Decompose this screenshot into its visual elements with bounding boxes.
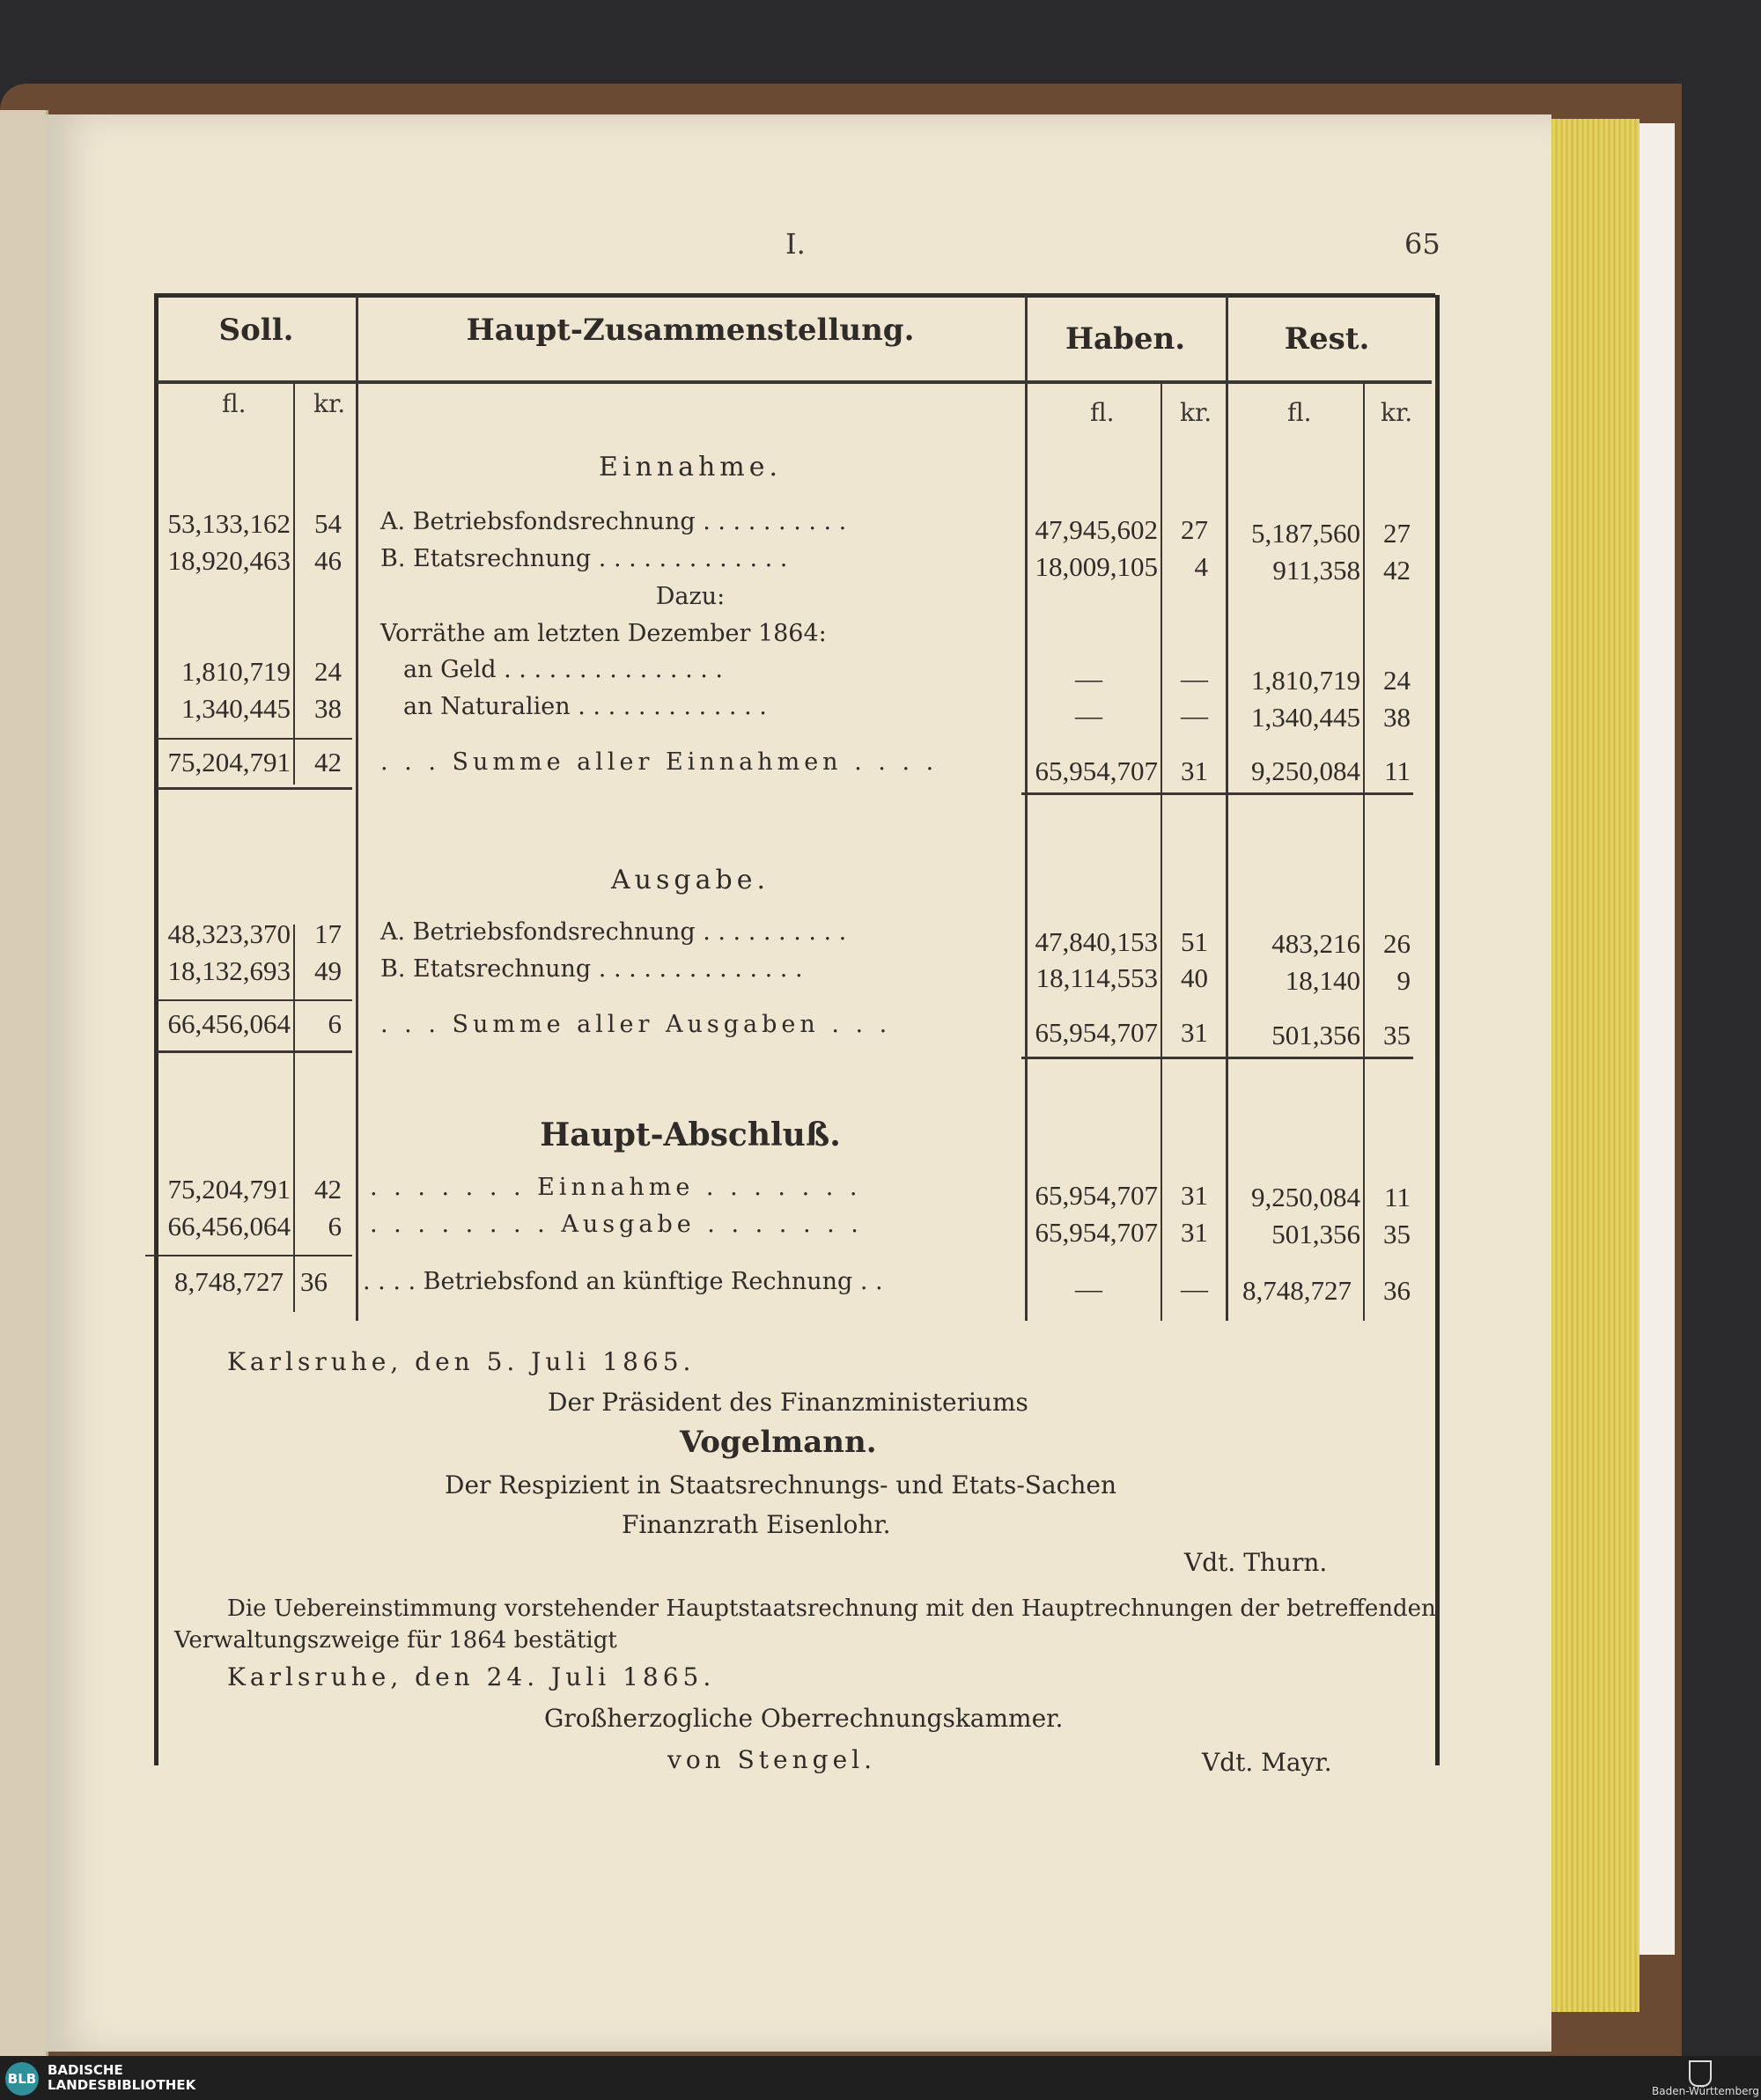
place-date-2: Karlsruhe, den 24. Juli 1865.: [227, 1662, 716, 1691]
header-soll: Soll.: [218, 313, 294, 348]
soll-fl: 18,920,463: [167, 545, 291, 576]
section-number: I.: [785, 227, 806, 261]
soll-fl: 1,340,445: [181, 693, 291, 724]
blb-logo-icon: BLB: [5, 2062, 39, 2096]
bw-wordmark: Baden-Württemberg: [1652, 2085, 1759, 2097]
col-line-soll-kr-2: [293, 925, 295, 1312]
col-line-soll: [356, 295, 358, 1321]
sum-line-einnahme-soll: [157, 738, 352, 740]
haben-kr: 4: [1194, 551, 1208, 582]
row-label: B. Etatsrechnung . . . . . . . . . . . . . .: [380, 955, 803, 983]
haben-fl: 65,954,707: [1035, 1017, 1158, 1048]
rest-kr: 27: [1383, 518, 1411, 549]
respizient-name: Finanzrath Eisenlohr.: [622, 1510, 891, 1539]
unit-haben-fl: fl.: [1090, 398, 1115, 427]
col-line-haben-kr: [1160, 384, 1162, 1321]
rest-kr: 11: [1384, 755, 1411, 786]
col-line-soll-kr: [293, 384, 295, 785]
president-title: Der Präsident des Finanzministeriums: [548, 1388, 1028, 1417]
row-label: . . . . . . . . Ausgabe . . . . . . .: [370, 1211, 863, 1238]
confirmation-line-2: Verwaltungszweige für 1864 bestätigt: [174, 1627, 617, 1654]
respizient-title: Der Respizient in Staatsrechnungs- und Etats-Sachen: [445, 1470, 1116, 1499]
row-label: . . . Summe aller Einnahmen . . . .: [380, 748, 939, 776]
rest-fl: 501,356: [1271, 1020, 1360, 1050]
rest-fl: 9,250,084: [1251, 755, 1360, 786]
soll-kr: 6: [328, 1211, 342, 1242]
haben-kr: 31: [1181, 1017, 1208, 1048]
unit-soll-kr: kr.: [313, 389, 346, 418]
haben-kr: 31: [1181, 1180, 1208, 1211]
einnahme-heading: Einnahme.: [598, 452, 783, 483]
row-label: A. Betriebsfondsrechnung . . . . . . . . . .: [380, 918, 847, 946]
haben-fl: 65,954,707: [1035, 1217, 1158, 1248]
unit-rest-kr: kr.: [1381, 398, 1413, 427]
soll-kr: 54: [314, 508, 342, 539]
haben-fl: —: [1075, 663, 1102, 694]
haben-fl: 47,840,153: [1035, 926, 1158, 957]
haben-kr: —: [1181, 700, 1208, 731]
page-number: 65: [1404, 227, 1440, 261]
row-label: A. Betriebsfondsrechnung . . . . . . . . . .: [380, 508, 847, 535]
col-line-haben: [1025, 295, 1028, 1321]
sum-underline-ausgabe-right: [1021, 1057, 1413, 1059]
soll-kr: 42: [314, 1174, 342, 1205]
rest-kr: 9: [1396, 965, 1411, 996]
rest-kr: 38: [1383, 702, 1411, 733]
soll-kr: 6: [328, 1008, 342, 1039]
unit-haben-kr: kr.: [1180, 398, 1212, 427]
rest-kr: 35: [1383, 1020, 1411, 1050]
header-haben: Haben.: [1065, 321, 1186, 357]
rest-fl: 911,358: [1272, 555, 1360, 586]
rest-kr: 42: [1383, 555, 1411, 586]
vdt-mayr: Vdt. Mayr.: [1202, 1748, 1332, 1777]
soll-fl: 66,456,064: [167, 1008, 291, 1039]
rest-kr: 36: [1383, 1275, 1411, 1306]
haben-kr: 31: [1181, 1217, 1208, 1248]
rest-fl: 1,810,719: [1251, 665, 1360, 696]
footer-bar: [0, 2056, 1761, 2100]
rest-fl: 501,356: [1271, 1219, 1360, 1249]
soll-fl: 75,204,791: [167, 747, 291, 777]
sum-underline-einnahme-right: [1021, 792, 1413, 795]
soll-fl: 8,748,727: [174, 1266, 284, 1297]
left-page-edge: [0, 110, 48, 2056]
ausgabe-heading: Ausgabe.: [611, 865, 770, 895]
unit-soll-fl: fl.: [222, 389, 247, 418]
coat-of-arms-icon: [1689, 2060, 1712, 2087]
soll-kr: 49: [314, 955, 342, 986]
haben-fl: 65,954,707: [1035, 755, 1158, 786]
rest-fl: 9,250,084: [1251, 1182, 1360, 1212]
blb-line-2: LANDESBIBLIOTHEK: [48, 2077, 196, 2093]
soll-kr: 36: [300, 1266, 328, 1297]
confirmation-line-1: Die Uebereinstimmung vorstehender Hauptstaatsrechnung mit den Hauptrechnungen der betreffenden: [227, 1595, 1436, 1622]
col-line-rest-kr: [1363, 384, 1365, 1321]
haben-fl: 18,114,553: [1035, 962, 1158, 993]
header-divider: [157, 380, 1432, 384]
sum-underline-einnahme-soll: [157, 787, 352, 790]
haben-kr: 27: [1181, 514, 1208, 545]
rest-fl: 18,140: [1285, 965, 1360, 996]
soll-kr: 24: [314, 656, 342, 687]
dazu-label: Dazu:: [655, 583, 726, 610]
rest-fl: 8,748,727: [1242, 1275, 1352, 1306]
soll-fl: 1,810,719: [181, 656, 291, 687]
soll-fl: 18,132,693: [167, 955, 291, 986]
soll-fl: 66,456,064: [167, 1211, 291, 1242]
rest-kr: 11: [1384, 1182, 1411, 1212]
page-edges-white: [1639, 123, 1675, 1955]
rest-fl: 483,216: [1271, 928, 1360, 959]
header-rest: Rest.: [1284, 321, 1370, 357]
unit-rest-fl: fl.: [1287, 398, 1312, 427]
president-name: Vogelmann.: [680, 1425, 877, 1460]
row-label: an Naturalien . . . . . . . . . . . . .: [403, 693, 767, 720]
rest-kr: 24: [1383, 665, 1411, 696]
blb-wordmark: [48, 2063, 195, 2093]
rest-fl: 1,340,445: [1251, 702, 1360, 733]
rest-fl: 5,187,560: [1251, 518, 1360, 549]
haben-kr: 31: [1181, 755, 1208, 786]
soll-kr: 42: [314, 747, 342, 777]
sum-underline-ausgabe-soll: [157, 1050, 352, 1053]
row-label: . . . . . . . Einnahme . . . . . . .: [370, 1174, 862, 1201]
header-title: Haupt-Zusammenstellung.: [466, 313, 915, 348]
blb-line-1: BADISCHE: [48, 2062, 123, 2078]
sum-line-abschluss-soll: [145, 1255, 352, 1256]
abschluss-heading: Haupt-Abschluß.: [540, 1116, 841, 1153]
soll-fl: 48,323,370: [167, 918, 291, 949]
haben-kr: 40: [1181, 962, 1208, 993]
haben-fl: 47,945,602: [1035, 514, 1158, 545]
row-label: . . . . Betriebsfond an künftige Rechnung . .: [363, 1268, 883, 1295]
vorraethe-label: Vorräthe am letzten Dezember 1864:: [380, 620, 827, 647]
col-line-rest: [1226, 295, 1228, 1321]
page-edges: [1551, 119, 1639, 2012]
row-label: B. Etatsrechnung . . . . . . . . . . . . .: [380, 545, 788, 572]
haben-fl: 18,009,105: [1035, 551, 1158, 582]
sum-line-ausgabe-soll: [157, 999, 352, 1001]
rest-kr: 26: [1383, 928, 1411, 959]
haben-kr: —: [1181, 1273, 1208, 1304]
soll-kr: 38: [314, 693, 342, 724]
rest-kr: 35: [1383, 1219, 1411, 1249]
soll-kr: 46: [314, 545, 342, 576]
haben-fl: —: [1075, 1273, 1102, 1304]
place-date-1: Karlsruhe, den 5. Juli 1865.: [227, 1347, 696, 1376]
vdt-thurn: Vdt. Thurn.: [1184, 1548, 1328, 1577]
chamber-title: Großherzogliche Oberrechnungskammer.: [544, 1704, 1064, 1733]
haben-fl: 65,954,707: [1035, 1180, 1158, 1211]
row-label: an Geld . . . . . . . . . . . . . . .: [403, 656, 724, 683]
soll-fl: 53,133,162: [167, 508, 291, 539]
soll-fl: 75,204,791: [167, 1174, 291, 1205]
haben-kr: 51: [1181, 926, 1208, 957]
soll-kr: 17: [314, 918, 342, 949]
haben-kr: —: [1181, 663, 1208, 694]
row-label: . . . Summe aller Ausgaben . . .: [380, 1011, 892, 1038]
haben-fl: —: [1075, 700, 1102, 731]
chamber-name: von Stengel.: [667, 1745, 876, 1774]
